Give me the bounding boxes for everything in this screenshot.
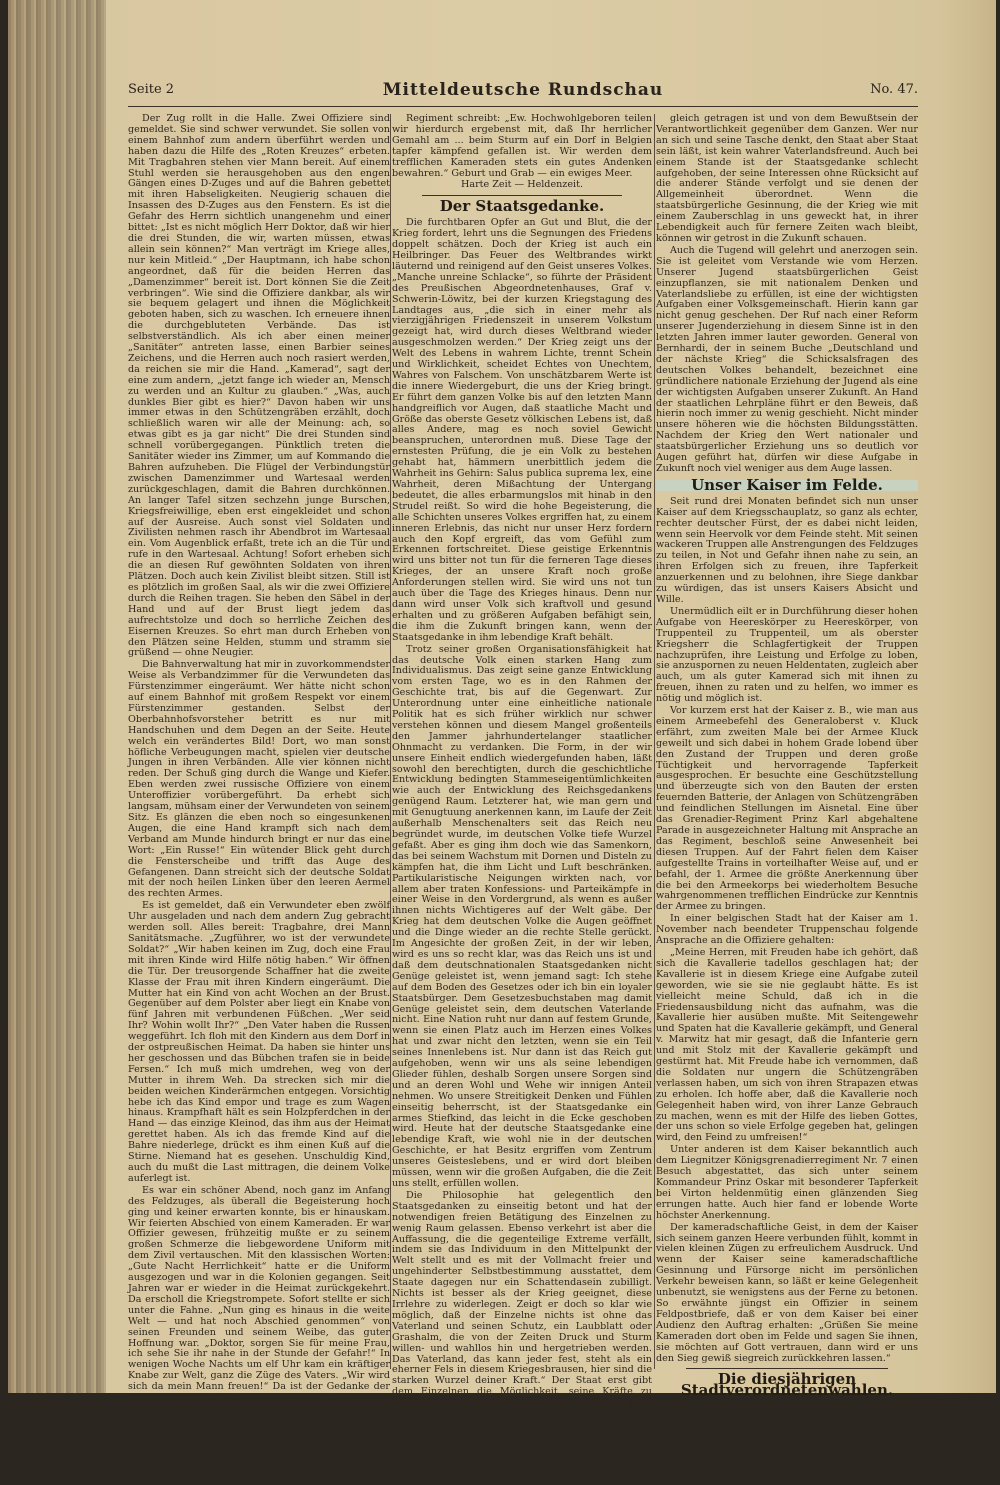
book-binding <box>8 0 106 1393</box>
article-paragraph: Seit rund drei Monaten befindet sich nun unser Kaiser auf dem Kriegsschauplatz, so ganz als echter, rechter deutscher Fürst, der es dabei nicht leiden, wenn sein Heervolk vor dem Feinde steht. Mit seinen wackeren Truppen alle Anstrengungen des Feldzuges zu teilen, in Not und Gefahr ihnen nahe zu sein, an ihren Erfolgen sich zu freuen, ihre Tapferkeit anzuerkennen und zu belohnen, ihre Siege dankbar zu würdigen, das ist unsers Kaisers Absicht und Wille. <box>656 495 918 605</box>
article-signature: Harte Zeit — Heldenzeit. <box>460 179 584 191</box>
article-paragraph: Es ist gemeldet, daß ein Verwundeter eben zwölf Uhr ausgeladen und nach dem andern Zug gebracht werden soll. Alles bereit: Tragbahre, drei Mann Sanitätsmache. „Zugführer, wo ist der verwundete Soldat?“ „Wir haben keinen im Zug, doch eine Frau mit ihren Kinde wird Hilfe nötig haben.“ Wir öffnen die Tür. Der treusorgende Schaffner hat die zweite Klasse der Frau mit ihren Kindern eingeräumt. Die Mutter hat ein Kind von acht Wochen an der Brust. Gegenüber auf dem Polster aber liegt ein Knabe von fünf Jahren mit verbundenen Füßchen. „Wer seid Ihr? Wohin wollt Ihr?“ „Den Vater haben die Russen weggeführt. Ich floh mit den Kindern aus dem Dorf in der ostpreußischen Heimat. Da haben sie hinter uns her geschossen und das Bübchen trafen sie in beide Fersen.“ Ich muß mich umdrehen, weg von der Mutter in ihrem Weh. Da strecken sich mir die beiden weichen Kinderärmchen entgegen. Vorsichtig hebe ich das Kind empor und trage es zum Wagen hinaus. Krampfhaft hält es sein Holzpferdchen in der Hand — das einzige Kleinod, das ihm aus der Heimat gerettet haben. Als ich das fremde Kind auf die Bahre niederlege, drückt es ihm einen Kuß auf die Stirne. Niemand hat es gesehen. Unschuldig Kind, auch du mußt die Last mittragen, die deinem Volke auferlegt ist. <box>128 900 390 1184</box>
column-2 <box>392 113 652 1485</box>
article-paragraph: Der Krieg hat die Parteiwaffen einstweilen begraben. Der innere Friede, der die Voraussetzung für einen guten Ausgang unseres Existenzkampfes auf den Schlachtfeldern ist, steht höher als die Kleidung der Parteien. Wo in dieser Zeit Wahlen zum Reichstage oder zu den Volksvertretungen der Einzelstaaten zu vollziehen waren, hat <box>656 1401 918 1478</box>
column-3 <box>656 113 918 1478</box>
article-paragraph: Es war ein schöner Abend, noch ganz im Anfang des Feldzuges, als überall die Begeisterung hoch ging und keiner erwarten konnte, bis er hinauskam. Wir feierten Abschied von einem Kameraden. Er war Offizier gewesen, frühzeitig mußte er zu seinem großen Schmerze die liebgewordene Uniform mit dem Zivil vertauschen. Mit den klassischen Worten: „Gute Nacht Herrlichkeit“ hatte er die Uniform ausgezogen und war in die Kolonien gegangen. Seit Jahren war er wieder in die Heimat zurückgekehrt. Da erscholl die Kriegstrompete. Sofort stellte er sich unter die Fahne. „Nun ging es hinaus in die weite Welt — und hat noch Abschied genommen“ von seinen Freunden und seinem Weibe, das guter Hoffnung war. „Doktor, sorgen Sie für meine Frau, ich sehe Sie ihr nahe in der Stunde der Gefahr!“ In wenigen Woche Nachts um elf Uhr kam ein kräftiger Knabe zur Welt, ganz die Züge des Vaters. „Wir wird sich da mein Mann freuen!“ Da ist der Gedanke der glücklichen Mutter, als sie das Kind zum ersten Male im Arme hält. An anderem Tag, ein Sonntagmorgen. Die Glocken läuten vom Turm; da bringt der Briefträger einen Feldpostbrief. Das Dienstmädchen läuft ins Zimmer: „Gnädige Frau, ein Brief von Herrn Leutnant. Der gratuliert gewiß zum Jungen.“ Die Wöchnerin liest den Brief und kann es nicht fassen und glauben, was das <box>128 1184 390 1480</box>
article-paragraph: In einer belgischen Stadt hat der Kaiser am 1. November nach beendeter Truppenschau folgende Ansprache an die Offiziere gehalten: <box>656 913 918 947</box>
page-header <box>128 80 918 107</box>
article-paragraph: gleich getragen ist und von dem Bewußtsein der Verantwortlichkeit gegenüber dem Ganzen. Wer nur an sich und seine Tasche denkt, den Staat aber Staat sein läßt, ist kein wahrer Vaterlandsfreund. Auch bei einem Stande ist der Staatsgedanke schlecht aufgehoben, der seine Interessen ohne Rücksicht auf die anderer Stände verfolgt und sie denen der Allgemeinheit überordnet. Wenn die staatsbürgerliche Gesinnung, die der Krieg wie mit einem Zauberschlag in uns geweckt hat, in ihrer Lebendigkeit auch für fernere Zeiten wach bleibt, können wir getrost in die Zukunft schauen. <box>656 113 918 244</box>
issue-number: No. 47. <box>870 82 918 97</box>
section-divider <box>686 1368 888 1369</box>
page-number: Seite 2 <box>128 82 175 97</box>
article-paragraph: Unter anderen ist dem Kaiser bekanntlich auch dem Liegnitzer Königsgrenadierregiment Nr. 7 einen Besuch abgestattet, das sich unter seinem Kommandeur Prinz Oskar mit besonderer Tapferkeit bei Virton heldenmütig einen glänzenden Sieg errungen hatte. Auch hier fand er lobende Worte höchster Anerkennung. <box>656 1144 918 1221</box>
section-divider <box>422 195 622 196</box>
article-paragraph: „Meine Herren, mit Freuden habe ich gehört, daß sich die Kavallerie tadellos geschlagen hat; der Kavallerie ist in diesem Kriege eine Aufgabe zuteil geworden, wie sie sie nie geglaubt hätte. Es ist vielleicht meine Schuld, daß ich in die Friedensausbildung nicht das aufnahm, was die Kavallerie hier ausüben mußte. Mit Seitengewehr und Spaten hat die Kavallerie gekämpft, und General v. Marwitz hat mir gesagt, daß die Infanterie gern und mit Stolz mit der Kavallerie gekämpft und gestürmt hat. Mit Freude habe ich vernommen, daß die Soldaten nur ungern die Schützengräben verlassen haben, um sich von ihren Strapazen etwas zu erholen. Ich hoffe aber, daß die Kavallerie noch Gelegenheit haben wird, von ihrer Lanze Gebrauch zu machen, wenn es mit der Hilfe des lieben Gottes, der uns schon so viele Erfolge gegeben hat, gelingen wird, den Feind zu umfreisen!“ <box>656 946 918 1144</box>
article-paragraph: Die furchtbaren Opfer an Gut und Blut, die der Krieg fordert, lehrt uns die Segnungen des Friedens doppelt schätzen. Doch der Krieg ist auch ein Heilbringer. Das Feuer des Weltbrandes wirkt läuternd und reinigend auf den Geist unseres Volkes. „Manche unreine Schlacke“, so führte der Präsident des Preußischen Abgeordnetenhauses, Graf v. Schwerin-Löwitz, bei der kurzen Kriegstagung des Landtages aus, „die sich in einer mehr als vierzigjährigen Friedenszeit in unserem Volkstum gezeigt hat, wird durch dieses Weltbrand wieder ausgeschmolzen werden.“ Der Krieg zeigt uns der Welt des Lebens in wahrem Lichte, trennt Schein und Wirklichkeit, scheidet Echtes von Unechtem, Wahres von Falschem. Von unschätzbarem Werte ist die innere Wiedergeburt, die uns der Krieg bringt. Er führt dem ganzen Volke bis auf den letzten Mann handgreiflich vor Augen, daß staatliche Macht und Größe das oberste Gesetz völkischen Lebens ist, daß alles Andere, mag es noch soviel Gewicht beanspruchen, unterordnen muß. Diese Tage der ernstesten Prüfung, die je ein Volk zu bestehen gehabt hat, hämmern unerbittlich jedem die Wahrheit ins Gehirn: Salus publica suprema lex, eine Wahrheit, deren Mißachtung der Untergang bedeutet, die alles erbarmungslos mit hinab in den Strudel reißt. So wird die hohe Begeisterung, die alle Schichten unseres Volkes ergriffen hat, zu einem inneren Erlebnis, das nicht nur unser Herz fordern auch den Kopf ergreift, das vom Gefühl zum Erkennen fortschreitet. Diese geistige Erkenntnis wird uns bitter not tun für die ferneren Tage dieses Krieges, der an unsere Kraft noch große Anforderungen stellen wird. Sie wird uns not tun auch über die Tage des Krieges hinaus. Denn nur dann wird unser Volk sich kraftvoll und gesund erhalten und zu größeren Aufgaben befähigt sein, die ihm die Zukunft bringen kann, wenn der Staatsgedanke in ihm lebendige Kraft behält. <box>392 217 652 643</box>
column-divider <box>390 114 391 1369</box>
article-paragraph: Die Bahnverwaltung hat mir in zuvorkommendster Weise als Verbandzimmer für die Verwundeten das Fürstenzimmer eingeräumt. Wer hätte nicht schon auf einem Bahnhof mit großem Respekt vor einem Fürstenzimmer gestanden. Selbst der Oberbahnhofsvorsteher betritt es nur mit Handschuhen und dem Degen an der Seite. Heute welch ein verändertes Bild! Dort, wo man sonst höfliche Verbeugungen macht, spielen vier deutsche Jungen in ihren Verbänden. Alle vier können nicht reden. Der Schuß ging durch die Wange und Kiefer. Eben werden zwei russische Offiziere von einem Unteroffizier vorübergeführt. Da erhebt sich langsam, mühsam einer der Verwundeten von seinem Sitz. Es glänzen die eben noch so eingesunkenen Augen, die eine Hand krampft sich nach dem Verband am Munde hindurch bringt er nur das eine Wort: „Ein Russe!“ Ein wütender Blick geht durch die Fensterscheibe und trifft das Auge des Gefangenen. Dann streicht sich der deutsche Soldat mit der noch heilen Linken über den leeren Aermel des rechten Armes. <box>128 659 390 900</box>
headline-staatsgedanke: Der Staatsgedanke. <box>439 197 605 216</box>
column-divider <box>654 114 655 1369</box>
column-1 <box>128 113 390 1480</box>
article-paragraph: Unermüdlich eilt er in Durchführung dieser hohen Aufgabe von Heereskörper zu Heereskörper, von Truppenteil zu Truppenteil, um als oberster Kriegsherr die Schlagfertigkeit der Truppen nachzuprüfen, ihre Leistung und Erfolge zu loben, sie anzuspornen zu neuen Heldentaten, zugleich aber auch, um als guter Kamerad sich mit ihnen zu freuen, ihnen zu raten und zu helfen, wo immer es nötig und möglich ist. <box>656 605 918 705</box>
article-paragraph: Die Philosophie hat gelegentlich den Staatsgedanken zu einseitig betont und hat der notwendigen freien Betätigung des Einzelnen zu wenig Raum gelassen. Ebenso verkehrt ist aber die Auffassung, die die gegenteilige Extreme verfällt, indem sie das Individuum in den Mittelpunkt der Welt stellt und es mit der Vollmacht freier und ungehinderter Selbstbestimmung ausstattet, dem Staate dagegen nur ein Schattendasein zubilligt. Nichts ist besser als der Krieg geeignet, diese Irrlehre zu widerlegen. Zeigt er doch so klar wie möglich, daß der Einzelne nichts ist ohne das Vaterland und seinen Schutz, ein Laubblatt oder Grashalm, die von der Zeiten Druck und Sturm willen- und wahllos hin und hergetrieben werden. Das Vaterland, das kann jeder fest, steht als ein eherner Fels in diesem Kriegesbrausen, hier sind die starken Wurzel deiner Kraft.“ Der Staat erst gibt dem Einzelnen die Möglichkeit, seine Kräfte zu entfalten und ungestört seiner Beschäftigung nachzugehen, er ist die Grundlage, auf der wir aufbauen können. Aber eine Ehre ist der andern wert. Der Staat erfordert von seinen Bürgern Rücksichten und Opfer. Das Individuum kann und darf sich nicht völlig ungehindert nach seinem Belieben entfalten. Nur dann ist seine Arbeit segenbringend, wenn sie zu- <box>392 1189 652 1485</box>
masthead-title: Mitteldeutsche Rundschau <box>382 80 664 100</box>
headline-kaiser: Unser Kaiser im Felde. <box>656 480 918 491</box>
article-paragraph: Regiment schreibt: „Ew. Hochwohlgeboren teilen wir hierdurch ergebenst mit, daß Ihr herrlicher Gemahl am ... beim Sturm auf ein Dorf in Belgien tapfer kämpfend gefallen ist. Wir werden dem trefflichen Kameraden stets ein gutes Andenken bewahren.“ Geburt und Grab — ein ewiges Meer. <box>392 113 652 179</box>
article-paragraph: Der kameradschaftliche Geist, in dem der Kaiser sich seinem ganzen Heere verbunden fühlt, kommt in vielen kleinen Zügen zu erfreulichem Ausdruck. Und wenn der Kaiser seine kameradschaftliche Gesinnung und Fürsorge nicht im persönlichen Verkehr beweisen kann, so läßt er keine Gelegenheit unbenutzt, sie wenigstens aus der Ferne zu betonen. So erwähnte jüngst ein Offizier in seinem Feldpostbriefe, daß er von dem Kaiser bei einer Audienz den Auftrag erhalten: „Grüßen Sie meine Kameraden dort oben im Felde und sagen Sie ihnen, sie möchten auf Gott vertrauen, dann wird er uns den Sieg gewiß siegreich zurückkehren lassen.“ <box>656 1221 918 1364</box>
article-paragraph: Vor kurzem erst hat der Kaiser z. B., wie man aus einem Armeebefehl des Generaloberst v. Kluck erfährt, zum zweiten Male bei der Armee Kluck geweilt und sich dabei in hohem Grade lobend über den Zustand der Truppen und deren große Tüchtigkeit und hervorragende Tapferkeit ausgesprochen. Er besuchte eine Geschützstellung und überzeugte sich von den Bauten der ersten feuernden Batterie, der Anlagen von Schützengräben und feindlichen Stellungen im Aisnetal. Eine über das Grenadier-Regiment Prinz Karl abgehaltene Parade in ausgezeichneter Haltung mit Ansprache an das Regiment, beschloß seine Anwesenheit bei diesen Truppen. Auf der Fahrt fielen dem Kaiser aufgestellte Trains in vorteilhafter Weise auf, und er befahl, der 1. Armee die größte Anerkennung über die bei den Armeekorps bei wiederholtem Besuche wahrgenommenen trefflichen Eindrücke zur Kenntnis der Armee zu bringen. <box>656 705 918 913</box>
article-paragraph: Auch die Tugend will gelehrt und anerzogen sein. Sie ist geleitet vom Verstande wie vom Herzen. Unserer Jugend staatsbürgerlichen Geist einzupflanzen, sie mit nationalem Denken und Vaterlandsliebe zu erfüllen, ist eine der wichtigsten Aufgaben einer Volksgemeinschaft. Hierin kann gar nicht genug geschehen. Der Ruf nach einer Reform unserer Jugenderziehung in diesem Sinne ist in den letzten Jahren immer lauter geworden. General von Bernhardi, der in seinem Buche „Deutschland und der nächste Krieg“ die Schicksalsfragen des deutschen Volkes behandelt, bezeichnet eine gründlichere nationale Erziehung der Jugend als eine der wichtigsten Aufgaben unserer Zukunft. An Hand der staatlichen Lehrpläne führt er den Beweis, daß hierin noch immer zu wenig geschieht. Nicht minder unsere höheren wie die höchsten Bildungsstätten. Nachdem der Krieg den Wert nationaler und staatsbürgerlicher Erziehung uns so deutlich vor Augen geführt hat, dürfen wir diese Aufgabe in Zukunft noch viel weniger aus dem Auge lassen. <box>656 244 918 474</box>
headline-wahlen: Die diesjährigen Stadtverordnetenwahlen. <box>680 1370 894 1400</box>
article-paragraph: Trotz seiner großen Organisationsfähigkeit hat das deutsche Volk einen starken Hang zum Individualismus. Das zeigt seine ganze Entwicklung vom ersten Tage, wo es in den Rahmen der Geschichte trat, bis auf die Gegenwart. Zur Unterordnung unter eine einheitliche nationale Politik hat es sich früher wirklich nur schwer verstehen können und diesem Mangel großenteils den Jammer jahrhundertelanger staatlicher Ohnmacht zu verdanken. Die Form, in der wir unsere Einheit endlich wiedergefunden haben, läßt sowohl den berechtigten, durch die geschichtliche Entwicklung bedingten Stammeseigentümlichkeiten wie auch der Entwicklung des Reichsgedankens genügend Raum. Letzterer hat, wie man gern und mit Genugtuung anerkennen kann, im Laufe der Zeit außerhalb Menschenalters seit das Reich neu begründet wurde, im deutschen Volke tiefe Wurzel gefaßt. Aber es ging ihm doch wie das Samenkorn, das bei seinem Wachstum mit Dornen und Disteln zu kämpfen hat, die ihm Licht und Luft beschränken. Partikularistische Neigungen wirkten nach, vor allem aber traten Konfessions- und Parteikämpfe in einer Weise in den Vordergrund, als wenn es außer ihnen nichts Wichtigeres auf der Welt gäbe. Der Krieg hat dem deutschen Volke die Augen geöffnet und die Dinge wieder an die rechte Stelle gerückt. Im Angesichte der großen Zeit, in der wir leben, wird es uns so recht klar, was das Reich uns ist und daß dem deutschnationalen Staatsgedanken nicht Genüge geleistet ist, wenn jemand sagt: Ich stehe auf dem Boden des Gesetzes oder ich bin ein loyaler Staatsbürger. Dem Gesetzesbuchstaben mag damit Genüge geleistet sein, dem deutschen Vaterlande nicht. Eine Nation ruht nur dann auf festem Grunde, wenn sie einen Platz auch im Herzen eines Volkes hat und zwar nicht den letzten, wenn sie ein Teil seines Innenlebens ist. Nur dann ist das Reich gut aufgehoben, wenn wir uns als seine lebendigen Glieder fühlen, deshalb Sorgen unsere Sorgen sind und an deren Wohl und Wehe wir innigen Anteil nehmen. Wo unsere Streitigkeit Denken und Fühlen einseitig beherrscht, ist der Staatsgedanke ein armes Stiefkind, das leicht in die Ecke geschoben wird. Heute hat der deutsche Staatsgedanke eine lebendige Kraft, wie wohl nie in der deutschen Geschichte, er hat Besitz ergriffen vom Zentrum unseres Geisteslebens, und er wird dort bleiben müssen, wenn wir die großen Aufgaben, die die Zeit uns stellt, erfüllen wollen. <box>392 643 652 1189</box>
article-paragraph: Der Zug rollt in die Halle. Zwei Offiziere sind gemeldet. Sie sind schwer verwundet. Sie sollen von einem Bahnhof zum andern überführt werden und haben dazu die Hilfe des „Roten Kreuzes“ erbeten. Mit Tragbahren stehen vier Mann bereit. Auf einem Stuhl werden sie herausgehoben aus den engen Gängen eines D-Zuges und auf die Bahren gebettet mit ihren Habseligkeiten. Neugierig schauen die Insassen des D-Zuges aus den Fenstern. Es ist die Gefahr des Herrn sichtlich unangenehm und einer bittet: „Ist es nicht möglich Herr Doktor, daß wir hier die drei Stunden, die wir, warten müssen, etwas allein sein können?“ Man verträgt im Kriege alles, nur kein Mitleid.“ „Der Hauptmann, ich habe schon angeordnet, daß für die beiden Herren das „Damenzimmer“ bereit ist. Dort können Sie die Zeit verbringen“. Wie sind die Offiziere dankbar, als wir sie bequem gelagert und ihnen die Möglichkeit geboten haben, sich zu waschen. Ich erneuere ihnen die durchgebluteten Verbände. Das ist selbstverständlich. Als ich aber einen meiner „Sanitäter“ antreten lasse, einen Barbier seines Zeichens, und die Herren auch noch rasiert werden, da reichen sie mir die Hand. „Kamerad“, sagt der eine zum andern, „jetzt fange ich wieder an, Mensch zu werden und an Kultur zu glauben.“ „Was, auch dunkles Bier gibt es hier?“ Davon haben wir uns immer etwas in den Schützengräben erzählt, doch schließlich waren wir alle der Meinung: ach, so etwas gibt es ja gar nicht“ Die drei Stunden sind schnell vorübergegangen. Pünktlich treten die Sanitäter wieder ins Zimmer, um auf Kommando die Bahren aufzuheben. Die Flügel der Verbindungstür zwischen Damenzimmer und Wartesaal werden zurückgeschlagen, damit die Bahren durchkönnen. An langer Tafel sitzen sechzehn junge Burschen, Kriegsfreiwillige, eben erst eingekleidet und schon auf der Ausreise. Auch sonst viel Soldaten und Zivilisten nehmen rasch ihr Abendbrot im Wartesaal ein. Vom Augenblick erfaßt, trete ich an die Tür und rufe in den Wartesaal. Achtung! Sofort erheben sich die an diesen Ruf gewöhnten Soldaten von ihren Plätzen. Doch auch kein Zivilist bleibt sitzen. Still ist es plötzlich im großen Saal, als wir die zwei Offiziere durch die Reihen tragen. Sie heben den Säbel in der Hand und auf der Brust liegt jedem das aufrechtstolze und doch so herrliche Zeichen des Eisernen Kreuzes. So ehrt man durch Erheben von den Plätzen seine Helden, stumm und stramm sie grüßend — ohne Neugier. <box>128 113 390 659</box>
page-sheet <box>108 72 918 1485</box>
newspaper-page <box>8 0 996 1485</box>
